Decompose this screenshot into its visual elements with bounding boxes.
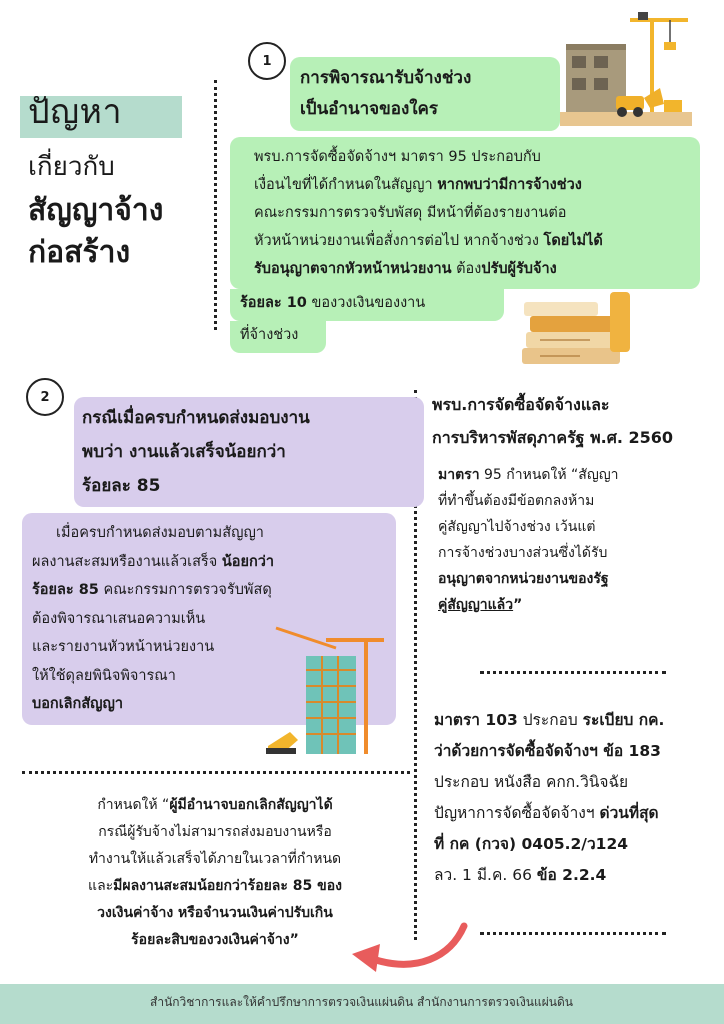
title-line4: ก่อสร้าง	[28, 235, 131, 270]
s1-line4-bold: โดยไม่ได้	[543, 233, 603, 249]
s95-label: มาตรา	[438, 467, 480, 483]
building-crane-illustration	[266, 620, 386, 754]
section2-heading	[74, 397, 424, 507]
section2-number: 2	[40, 389, 50, 405]
s2-line3-text: คณะกรรมการตรวจรับพัสดุ	[98, 582, 272, 598]
s1-line6-text: ของวงเงินของงาน	[306, 295, 426, 311]
divider-dotted-left	[22, 771, 410, 774]
quote-line1	[34, 792, 396, 819]
s95-line5-bold: อนุญาตจากหน่วยงานของรัฐ	[438, 571, 609, 587]
s103-line4	[434, 798, 722, 829]
quote-line1-text: กำหนดให้ “	[97, 797, 170, 813]
s1-line2	[254, 171, 690, 199]
section1-number: 1	[262, 53, 272, 69]
section95-text	[438, 462, 714, 618]
s103-line4-text: ปัญหาการจัดซื้อจัดจ้างฯ	[434, 804, 600, 822]
s103-line2	[434, 736, 722, 767]
s95-line4: การจ้างช่วงบางส่วนซึ่งได้รับ	[438, 545, 608, 561]
s103-line3: ประกอบ หนังสือ คกก.วินิจฉัย	[434, 773, 629, 791]
law-title-line1: พรบ.การจัดซื้อจัดจ้างและ	[432, 395, 610, 414]
s1-line5	[254, 255, 690, 283]
section103-text	[434, 705, 722, 891]
section1-heading	[290, 57, 560, 131]
s2-line2	[32, 548, 386, 577]
s1-line6-bold: ร้อยละ 10	[240, 295, 307, 311]
quote-line4-bold: มีผลงานสะสมน้อยกว่าร้อยละ 85 ของ	[113, 878, 342, 894]
s1-line7: ที่จ้างช่วง	[240, 327, 299, 343]
termination-quote	[34, 792, 396, 954]
s2-line1: เมื่อครบกำหนดส่งมอบตามสัญญา	[56, 525, 264, 541]
s103-line1-text: ประกอบ	[517, 711, 583, 729]
section1-body-tail	[230, 289, 504, 321]
s2-line2-bold: น้อยกว่า	[221, 553, 275, 570]
section1-heading-line1: การพิจารณารับจ้างช่วง	[300, 68, 472, 88]
divider-dotted-2	[480, 932, 666, 935]
s103-line5-bold: ที่ กค (กวจ) 0405.2/ว124	[434, 835, 629, 853]
construction-site-illustration	[560, 8, 692, 130]
s103-line5	[434, 829, 722, 860]
section2-heading-line3: ร้อยละ 85	[82, 476, 161, 496]
title-line3: สัญญาจ้าง	[28, 193, 164, 228]
title-main	[28, 190, 163, 274]
s1-line5-bold2: ปรับผู้รับจ้าง	[481, 261, 557, 277]
title-line1: ปัญหา	[28, 92, 123, 132]
section1-heading-line2: เป็นอำนาจของใคร	[300, 99, 439, 119]
quote-line5-bold: วงเงินค่าจ้าง หรือจำนวนเงินค่าปรับเกิน	[97, 905, 333, 921]
s95-line2: ที่ทำขึ้นต้องมีข้อตกลงห้าม	[438, 493, 595, 509]
s103-line1-bold: ระเบียบ กค.	[582, 711, 665, 729]
s2-line5: และรายงานหัวหน้าหน่วยงาน	[32, 639, 215, 655]
s2-line3	[32, 576, 386, 605]
s103-line1	[434, 705, 722, 736]
s1-line3: คณะกรรมการตรวจรับพัสดุ มีหน้าที่ต้องรายงานต่อ	[254, 205, 567, 221]
s103-line6	[434, 860, 722, 891]
section2-heading-line2: พบว่า งานแล้วเสร็จน้อยกว่า	[82, 442, 286, 462]
law-title	[432, 388, 722, 454]
quote-line6	[34, 927, 396, 954]
s95-line1-text: 95 กำหนดให้ “สัญญา	[479, 467, 619, 483]
section2-heading-line1: กรณีเมื่อครบกำหนดส่งมอบงาน	[82, 408, 310, 428]
s1-line5-bold: รับอนุญาตจากหัวหน้าหน่วยงาน	[254, 261, 452, 277]
s103-line6-text: ลว. 1 มี.ค. 66	[434, 866, 537, 884]
curved-arrow-icon	[346, 920, 470, 978]
s1-line4	[254, 227, 690, 255]
section1-body-tail2	[230, 321, 326, 353]
quote-line6-bold: ร้อยละสิบของวงเงินค่าจ้าง”	[131, 932, 299, 948]
quote-line1-bold: ผู้มีอำนาจบอกเลิกสัญญาได้	[169, 797, 333, 813]
s2-line7-bold: บอกเลิกสัญญา	[32, 696, 124, 712]
s2-line4: ต้องพิจารณาเสนอความเห็น	[32, 610, 206, 627]
footer-text: สำนักวิชาการและให้คำปรึกษาการตรวจเงินแผ่นดิน สำนักงานการตรวจเงินแผ่นดิน	[150, 995, 573, 1009]
divider-vertical-top	[214, 80, 217, 330]
s95-close-quote: ”	[513, 597, 523, 613]
s2-line6: ให้ใช้ดุลยพินิจพิจารณา	[32, 667, 176, 684]
s1-line4-text: หัวหน้าหน่วยงานเพื่อสั่งการต่อไป หากจ้างช่วง	[254, 233, 544, 249]
s1-line2-text: เงื่อนไขที่ได้กำหนดในสัญญา	[254, 177, 438, 193]
title-line2: เกี่ยวกับ	[28, 152, 115, 182]
quote-line2: กรณีผู้รับจ้างไม่สามารถส่งมอบงานหรือ	[98, 824, 332, 840]
s95-line6	[438, 592, 714, 618]
s95-line6-bold: คู่สัญญาแล้ว	[438, 597, 514, 613]
s1-line6	[240, 289, 494, 317]
quote-line3: ทำงานให้แล้วเสร็จได้ภายในเวลาที่กำหนด	[88, 851, 342, 867]
s103-line2-bold: ว่าด้วยการจัดซื้อจัดจ้างฯ ข้อ 183	[434, 742, 661, 760]
quote-line5	[34, 900, 396, 927]
law-title-line2: การบริหารพัสดุภาครัฐ พ.ศ. 2560	[432, 428, 674, 447]
s103-line6-bold: ข้อ 2.2.4	[536, 866, 607, 884]
quote-line4	[34, 873, 396, 900]
books-illustration	[520, 292, 640, 368]
s1-line1: พรบ.การจัดซื้อจัดจ้างฯ มาตรา 95 ประกอบกับ	[254, 149, 541, 165]
s95-line5	[438, 566, 714, 592]
section1-number-badge	[248, 42, 286, 80]
section1-body-box	[230, 137, 700, 289]
s95-line1	[438, 462, 714, 488]
quote-line4-text: และ	[88, 878, 114, 894]
s1-line5-text: ต้อง	[451, 261, 482, 277]
section2-number-badge	[26, 378, 64, 416]
s1-line2-bold: หากพบว่ามีการจ้างช่วง	[437, 177, 582, 193]
divider-dotted-1	[480, 671, 666, 674]
s95-line3: คู่สัญญาไปจ้างช่วง เว้นแต่	[438, 519, 596, 535]
s103-line4-bold: ด่วนที่สุด	[599, 804, 659, 822]
s103-label: มาตรา 103	[434, 711, 518, 729]
s2-line2-text: ผลงานสะสมหรืองานแล้วเสร็จ	[32, 553, 222, 570]
s2-line3-bold: ร้อยละ 85	[32, 582, 99, 598]
